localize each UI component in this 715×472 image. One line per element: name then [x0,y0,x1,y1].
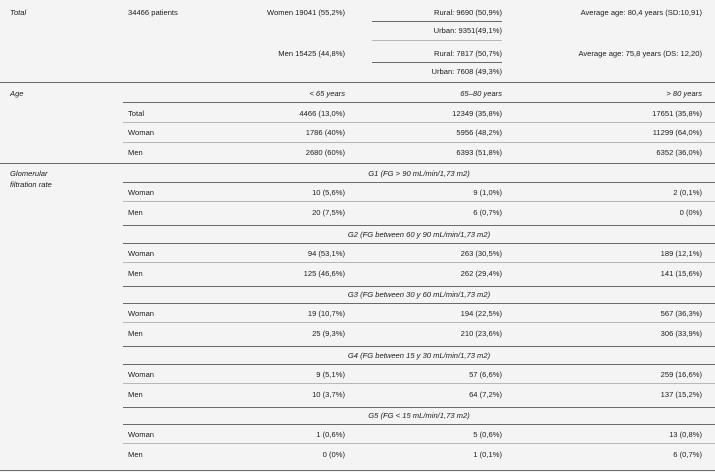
gfr-g2-woman-over80: 189 (12,1%) [660,249,702,258]
gfr-g5-men-label: Men [128,450,143,459]
gfr-g4-men-65-80: 64 (7,2%) [469,390,502,399]
gfr-label-line2: filtration rate [10,180,52,189]
gfr-g4-men-over80: 137 (15,2%) [660,390,702,399]
gfr-g3-men-over80: 306 (33,9%) [660,329,702,338]
men-average-age: Average age: 75,8 years (DS: 12,20) [578,49,702,58]
women-rural-rule [372,21,502,22]
gfr-g5-row-rule [123,443,715,444]
table-bottom-rule [0,470,715,471]
gfr-g3-group-rule [123,346,715,347]
gfr-g4-woman-over80: 259 (16,6%) [660,370,702,379]
total-section-divider [0,82,715,83]
patients-count: 34466 patients [128,8,178,17]
gfr-g1-men-over80: 0 (0%) [679,208,702,217]
gfr-g3-men-under65: 25 (9,3%) [312,329,345,338]
gfr-g3-row-rule [123,322,715,323]
age-row-woman-over80: 11299 (64,0%) [652,128,702,137]
men-count: Men 15425 (44,8%) [278,49,345,58]
gfr-g1-title: G1 (FG > 90 mL/min/1,73 m2) [368,169,470,178]
men-rural: Rural: 7817 (50,7%) [434,49,502,58]
gfr-g2-men-over80: 141 (15,6%) [660,269,702,278]
age-header-rule [123,102,715,103]
gfr-g1-men-under65: 20 (7,5%) [312,208,345,217]
men-urban: Urban: 7608 (49,3%) [431,67,502,76]
gfr-g4-men-under65: 10 (3,7%) [312,390,345,399]
gfr-g1-group-rule [123,225,715,226]
gfr-g2-title-rule [123,243,715,244]
gfr-g5-woman-65-80: 5 (0,6%) [473,430,502,439]
gfr-g4-row-rule [123,383,715,384]
total-label: Total [10,8,27,17]
gfr-g2-woman-65-80: 263 (30,5%) [460,249,502,258]
gfr-g4-woman-under65: 9 (5,1%) [316,370,345,379]
gfr-g1-men-65-80: 6 (0,7%) [473,208,502,217]
age-row-total-65-80: 12349 (35,8%) [452,109,502,118]
gfr-g4-title: G4 (FG between 15 y 30 mL/min/1,73 m2) [347,351,491,360]
gfr-label-line1: Glomerular [10,169,48,178]
gfr-g1-woman-over80: 2 (0,1%) [673,188,702,197]
gfr-g5-woman-under65: 1 (0,6%) [316,430,345,439]
age-row-total-under65: 4466 (13,0%) [299,109,345,118]
gfr-g2-group-rule [123,286,715,287]
age-label: Age [10,89,24,98]
age-row-men-under65: 2680 (60%) [305,148,345,157]
gfr-g4-group-rule [123,407,715,408]
gfr-g2-woman-label: Woman [128,249,155,258]
gfr-g5-woman-label: Woman [128,430,155,439]
gfr-g1-row-rule [123,201,715,202]
age-row-men-65-80: 6393 (51,8%) [456,148,502,157]
gfr-g4-men-label: Men [128,390,143,399]
age-row-rule [123,142,715,143]
age-row-woman-under65: 1786 (40%) [305,128,345,137]
gfr-g3-title: G3 (FG between 30 y 60 mL/min/1,73 m2) [347,290,491,299]
gfr-g3-men-65-80: 210 (23,6%) [460,329,502,338]
gfr-g5-woman-over80: 13 (0,8%) [669,430,702,439]
gfr-g5-title-rule [123,424,715,425]
gfr-g3-woman-under65: 19 (10,7%) [307,309,345,318]
age-row-woman-65-80: 5956 (48,2%) [456,128,502,137]
gfr-g2-men-65-80: 262 (29,4%) [460,269,502,278]
gfr-g3-title-rule [123,303,715,304]
men-rural-rule [372,62,502,63]
age-section-divider [0,163,715,164]
gfr-g5-men-under65: 0 (0%) [322,450,345,459]
gfr-g2-men-under65: 125 (46,6%) [303,269,345,278]
age-row-men-over80: 6352 (36,0%) [656,148,702,157]
gfr-g3-woman-over80: 567 (36,3%) [660,309,702,318]
gfr-g5-men-over80: 6 (0,7%) [673,450,702,459]
age-row-men-label: Men [128,148,143,157]
gfr-g1-woman-under65: 10 (5,6%) [312,188,345,197]
gfr-g1-woman-65-80: 9 (1,0%) [473,188,502,197]
age-col-65-80: 65–80 years [460,89,502,98]
gfr-g5-title: G5 (FG < 15 mL/min/1,73 m2) [368,411,470,420]
age-row-total-label: Total [128,109,145,118]
women-urban-rule [372,40,502,41]
gfr-g2-men-label: Men [128,269,143,278]
age-row-total-over80: 17651 (35,8%) [652,109,702,118]
women-rural: Rural: 9690 (50,9%) [434,8,502,17]
gfr-g3-woman-65-80: 194 (22,5%) [460,309,502,318]
gfr-g5-men-65-80: 1 (0,1%) [473,450,502,459]
women-count: Women 19041 (55,2%) [267,8,345,17]
gfr-g2-row-rule [123,262,715,263]
women-urban: Urban: 9351(49,1%) [433,26,502,35]
gfr-g4-title-rule [123,364,715,365]
gfr-g4-woman-65-80: 57 (6,6%) [469,370,502,379]
gfr-g4-woman-label: Woman [128,370,155,379]
gfr-g2-title: G2 (FG between 60 y 90 mL/min/1,73 m2) [347,230,491,239]
gfr-g1-men-label: Men [128,208,143,217]
gfr-g2-woman-under65: 94 (53,1%) [307,249,345,258]
gfr-g1-woman-label: Woman [128,188,155,197]
age-col-over80: > 80 years [666,89,702,98]
gfr-g1-title-rule [123,182,715,183]
gfr-g3-men-label: Men [128,329,143,338]
age-row-woman-label: Woman [128,128,155,137]
women-average-age: Average age: 80,4 years (SD:10,91) [580,8,702,17]
age-row-rule [123,122,715,123]
gfr-g3-woman-label: Woman [128,309,155,318]
age-col-under65: < 65 years [309,89,345,98]
